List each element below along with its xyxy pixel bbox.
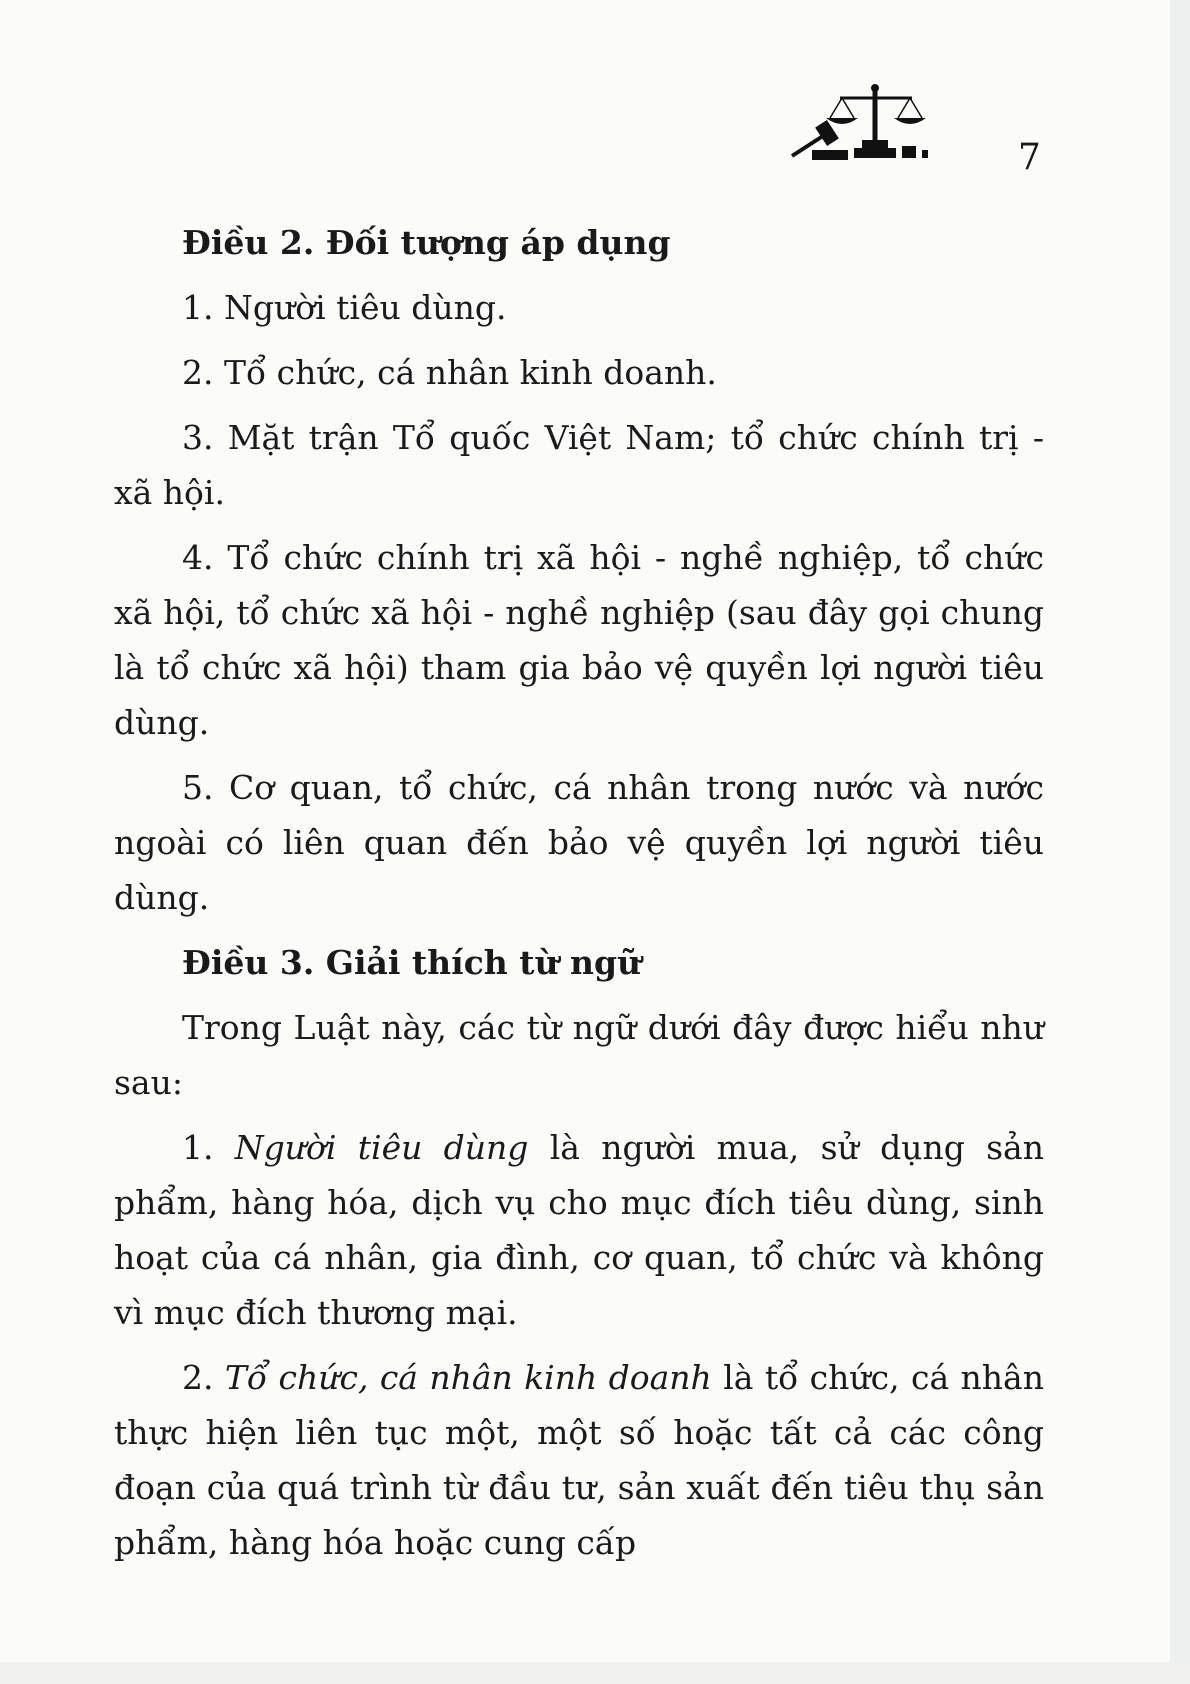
document-body bbox=[114, 215, 1044, 1580]
definition-1-text: là người mua, sử dụng sản phẩm, hàng hóa, dịch vụ cho mục đích tiêu dùng, sinh hoạt của cá nhân, gia đình, cơ quan, tổ chức và không vì mục đích thương mại. bbox=[114, 1128, 1044, 1332]
article-3-heading: Điều 3. Giải thích từ ngữ bbox=[182, 943, 642, 982]
definition-1-term: Người tiêu dùng bbox=[234, 1128, 529, 1167]
article-2-item-1: 1. Người tiêu dùng. bbox=[182, 288, 507, 327]
definition-2-term: Tổ chức, cá nhân kinh doanh bbox=[224, 1358, 712, 1397]
article-2-heading: Điều 2. Đối tượng áp dụng bbox=[182, 223, 671, 262]
article-3-definition-2 bbox=[114, 1350, 1044, 1570]
definition-2-text: là tổ chức, cá nhân thực hiện liên tục một, một số hoặc tất cả các công đoạn của quá trình từ đầu tư, sản xuất đến tiêu thụ sản phẩm, hàng hóa hoặc cung cấp bbox=[114, 1358, 1044, 1562]
definition-1-number: 1. bbox=[182, 1128, 214, 1167]
definition-2-number: 2. bbox=[182, 1358, 214, 1397]
article-2-item-2: 2. Tổ chức, cá nhân kinh doanh. bbox=[182, 353, 717, 392]
article-2-item-3: 3. Mặt trận Tổ quốc Việt Nam; tổ chức chính trị - xã hội. bbox=[114, 418, 1044, 512]
page-number: 7 bbox=[1018, 137, 1041, 178]
page-edge-right bbox=[1170, 0, 1190, 1684]
page-header bbox=[790, 78, 1070, 188]
article-3-definition-1 bbox=[114, 1120, 1044, 1340]
article-2-item-4: 4. Tổ chức chính trị xã hội - nghề nghiệp, tổ chức xã hội, tổ chức xã hội - nghề nghiệp (sau đây gọi chung là tổ chức xã hội) tham gia bảo vệ quyền lợi người tiêu dùng. bbox=[114, 538, 1044, 742]
scales-of-justice-icon bbox=[790, 78, 950, 178]
article-2-item-5: 5. Cơ quan, tổ chức, cá nhân trong nước và nước ngoài có liên quan đến bảo vệ quyền lợi người tiêu dùng. bbox=[114, 768, 1044, 917]
page-edge-bottom bbox=[0, 1662, 1190, 1684]
article-3-intro: Trong Luật này, các từ ngữ dưới đây được hiểu như sau: bbox=[114, 1008, 1044, 1102]
